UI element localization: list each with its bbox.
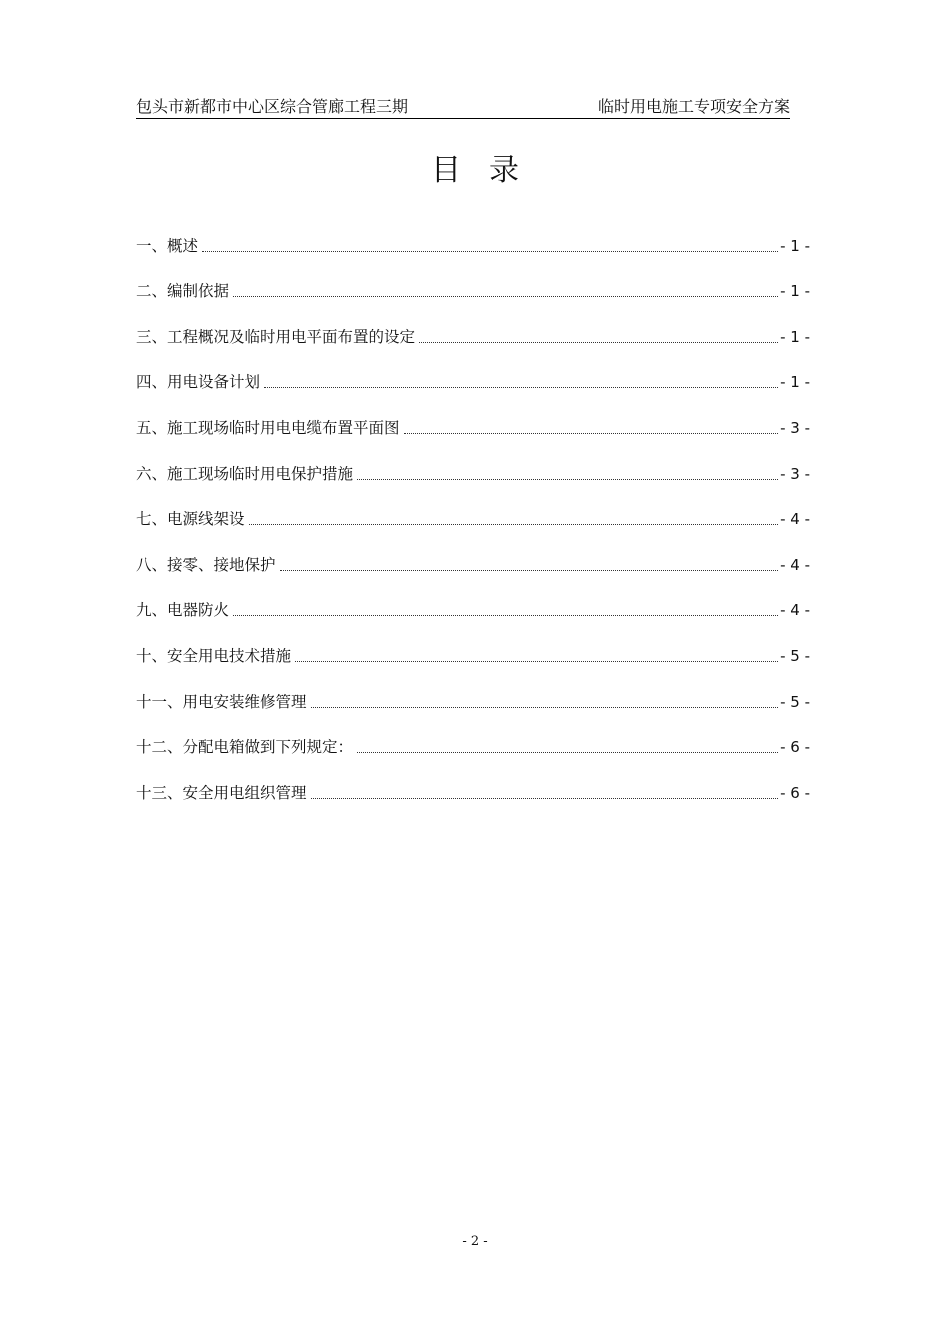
toc-entry-page: - 1 - [780, 327, 810, 346]
toc-leader-dots [357, 751, 778, 753]
toc-entry-label: 八、接零、接地保护 [136, 555, 276, 574]
toc-entry-page: - 6 - [780, 783, 810, 802]
footer-page-number: - 2 - [462, 1234, 488, 1249]
toc-entry[interactable] [136, 669, 810, 715]
toc-entry-label: 五、施工现场临时用电电缆布置平面图 [136, 418, 400, 437]
toc-entry-page: - 5 - [780, 692, 810, 711]
page-header [136, 96, 790, 119]
toc-entry[interactable] [136, 623, 810, 669]
toc-leader-dots [419, 341, 778, 343]
toc-entry-page: - 4 - [780, 510, 810, 529]
toc-leader-dots [280, 569, 779, 571]
page-footer [0, 1232, 950, 1252]
toc-entry[interactable] [136, 715, 810, 761]
toc-entry-label: 九、电器防火 [136, 601, 230, 620]
toc-entry-page: - 3 - [780, 418, 810, 437]
toc-entry-label: 六、施工现场临时用电保护措施 [136, 464, 354, 483]
toc-entry-label: 十二、分配电箱做到下列规定： [136, 738, 354, 757]
toc-entry[interactable] [136, 441, 810, 487]
toc-title: 目录 [431, 153, 547, 188]
toc-entry-label: 二、编制依据 [136, 282, 230, 301]
toc-entry-page: - 1 - [780, 236, 810, 255]
toc-entry-label: 十三、安全用电组织管理 [136, 783, 307, 802]
toc-leader-dots [264, 386, 778, 388]
toc-entry-page: - 3 - [780, 464, 810, 483]
toc-leader-dots [311, 797, 779, 799]
table-of-contents [136, 213, 810, 806]
toc-entry-label: 四、用电设备计划 [136, 373, 261, 392]
toc-entry-page: - 1 - [780, 373, 810, 392]
toc-entry[interactable] [136, 350, 810, 396]
toc-entry-label: 一、概述 [136, 236, 199, 255]
toc-entry-page: - 5 - [780, 646, 810, 665]
toc-leader-dots [249, 523, 779, 525]
toc-entry-label: 七、电源线架设 [136, 510, 245, 529]
toc-leader-dots [233, 614, 778, 616]
toc-leader-dots [202, 250, 778, 252]
toc-entry-label: 十一、用电安装维修管理 [136, 692, 307, 711]
toc-leader-dots [311, 706, 779, 708]
toc-entry[interactable] [136, 532, 810, 578]
toc-entry[interactable] [136, 395, 810, 441]
header-project-name: 包头市新都市中心区综合管廊工程三期 [136, 97, 409, 116]
toc-entry[interactable] [136, 578, 810, 624]
toc-entry-page: - 4 - [780, 601, 810, 620]
header-document-name: 临时用电施工专项安全方案 [597, 97, 790, 116]
toc-entry-page: - 6 - [780, 738, 810, 757]
toc-entry[interactable] [136, 304, 810, 350]
toc-entry[interactable] [136, 213, 810, 259]
toc-leader-dots [404, 432, 779, 434]
toc-entry[interactable] [136, 259, 810, 305]
toc-entry-page: - 4 - [780, 555, 810, 574]
toc-leader-dots [295, 660, 778, 662]
toc-entry[interactable] [136, 487, 810, 533]
toc-entry[interactable] [136, 760, 810, 806]
toc-entry-label: 十、安全用电技术措施 [136, 646, 292, 665]
toc-entry-page: - 1 - [780, 282, 810, 301]
toc-leader-dots [233, 295, 778, 297]
toc-entry-label: 三、工程概况及临时用电平面布置的设定 [136, 327, 416, 346]
toc-leader-dots [357, 478, 778, 480]
